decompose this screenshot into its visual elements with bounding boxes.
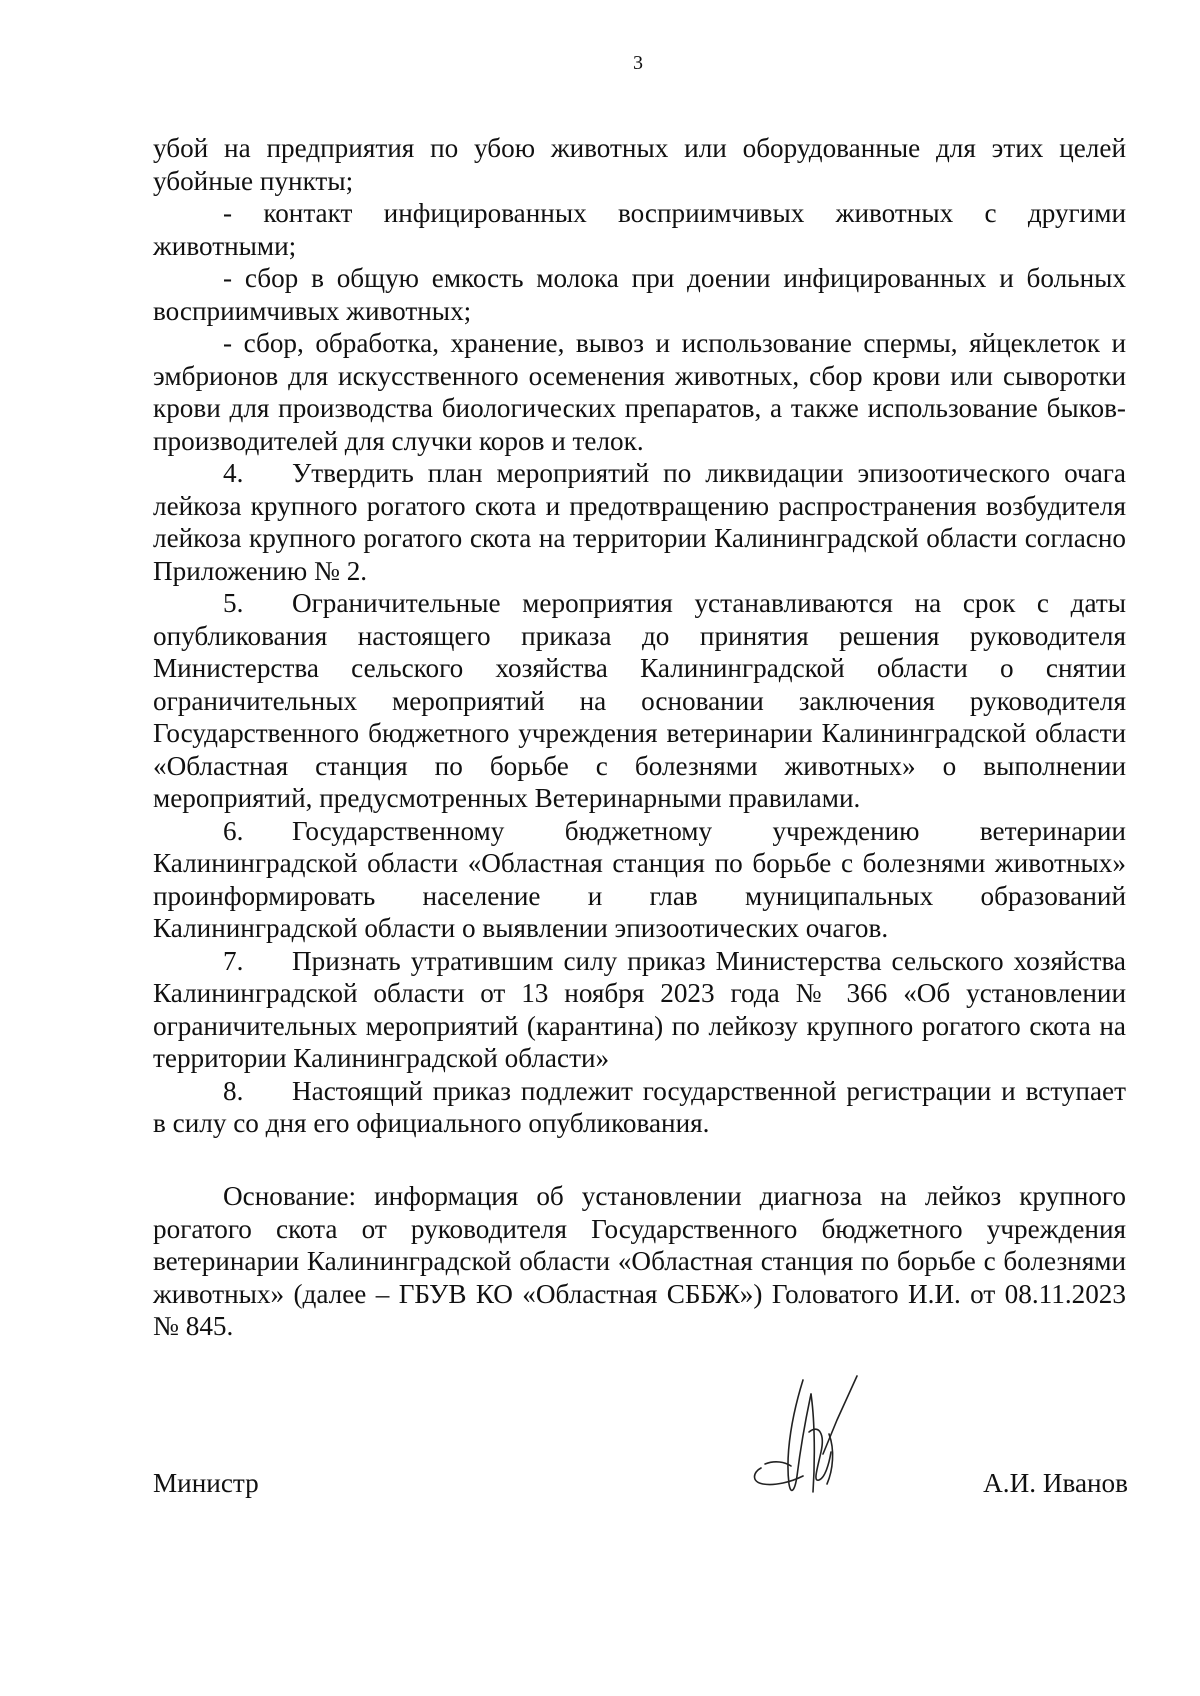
page-number: 3 [633,52,643,74]
clause-5: 5. Ограничительные мероприятия устанавливаются на срок с даты опубликования настоящего приказа до принятия решения руководителя Министерства сельского хозяйства Калининградской области о снятии ограничительных мероприятий на основании заключения руководителя Государственного бюджетного учреждения ветеринарии Калининградской области «Областная станция по борьбе с болезнями животных» о выполнении мероприятий, предусмотренных Ветеринарными правилами. [153,588,1126,813]
order-text [153,132,1126,1140]
clause-number: 4. [223,458,244,488]
list-item-contact: - контакт инфицированных восприимчивых животных с другими животными; [153,198,1126,261]
clause-8: 8. Настоящий приказ подлежит государственной регистрации и вступает в силу со дня его официального опубликования. [153,1075,1126,1138]
list-item-milk: - сбор в общую емкость молока при доении инфицированных и больных восприимчивых животных; [153,263,1126,326]
handwritten-signature [745,1372,875,1512]
clause-number: 5. [223,588,244,618]
clause-4: 4. Утвердить план мероприятий по ликвидации эпизоотического очага лейкоза крупного рогатого скота и предотвращению распространения возбудителя лейкоза крупного рогатого скота на территории Калининградской области согласно Приложению № 2. [153,458,1126,586]
basis-section [153,1180,1126,1343]
basis-text: Основание: информация об установлении диагноза на лейкоз крупного рогатого скота от руководителя Государственного бюджетного учреждения ветеринарии Калининградской области «Областная станция по борьбе с болезнями животных» (далее – ГБУВ КО «Областная СББЖ») Головатого И.И. от 08.11.2023 № 845. [153,1181,1126,1341]
paragraph-continuation: убой на предприятия по убою животных или оборудованные для этих целей убойные пункты; [153,133,1126,196]
clause-number: 7. [223,945,244,976]
clause-number: 6. [223,815,244,846]
signatory-name: А.И. Иванов [983,1468,1128,1498]
list-item-semen: - сбор, обработка, хранение, вывоз и использование спермы, яйцеклеток и эмбрионов для искусственного осеменения животных, сбор крови или сыворотки крови для производства биологических препаратов, а также использование быков-производителей для случки коров и телок. [153,328,1126,456]
clause-7: 7. Признать утратившим силу приказ Министерства сельского хозяйства Калининградской области от 13 ноября 2023 года № 366 «Об установлении ограничительных мероприятий (карантина) по лейкозу крупного рогатого скота на территории Калининградской области» [153,945,1126,1073]
clause-6: 6. Государственному бюджетному учреждению ветеринарии Калининградской области «Областная станция по борьбе с болезнями животных» проинформировать население и глав муниципальных образований Калининградской области о выявлении эпизоотических очагов. [153,815,1126,943]
signatory-title: Министр [153,1468,259,1498]
clause-number: 8. [223,1075,244,1106]
